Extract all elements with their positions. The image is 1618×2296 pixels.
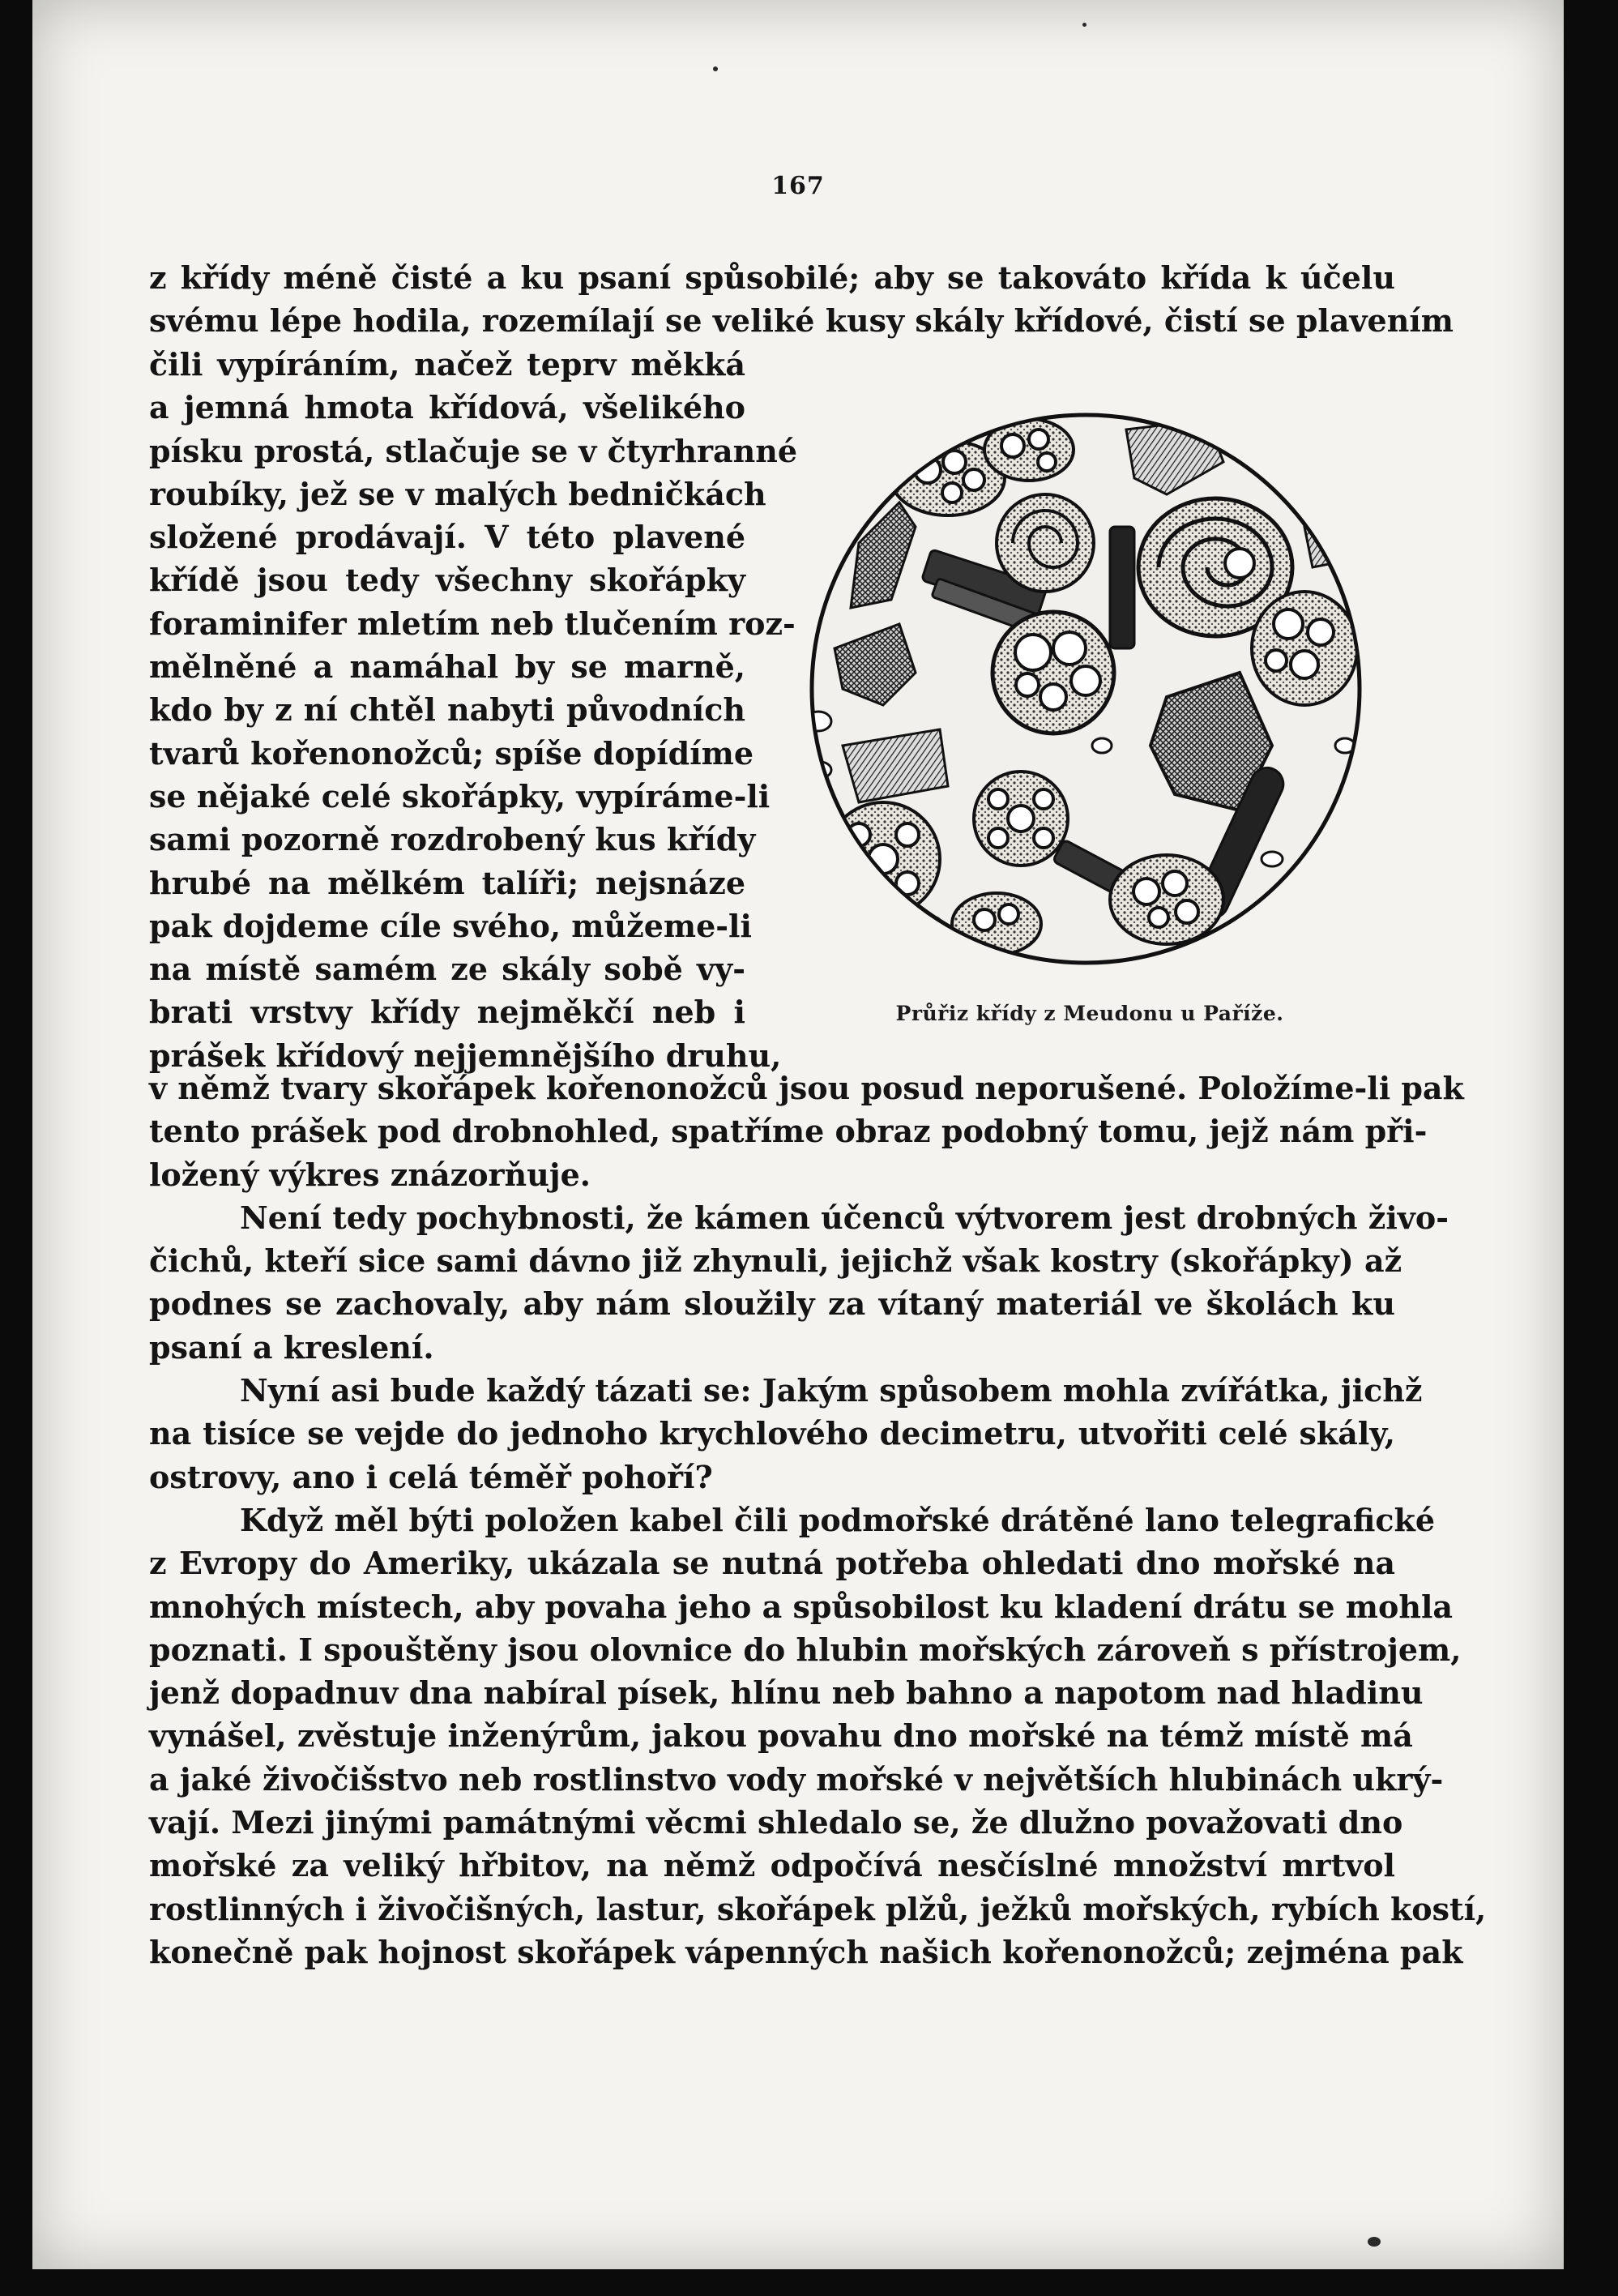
text-line: foraminifer mletím neb tlučením roz- (149, 605, 796, 642)
text-line: mořské za veliký hřbitov, na němž odpočívá nesčíslné množství mrtvol (149, 1847, 1395, 1884)
text-line: křídě jsou tedy všechny skořápky (149, 562, 745, 599)
page-number: 167 (771, 172, 825, 200)
text-line: roubíky, jež se v malých bedničkách (149, 475, 766, 512)
text-line: mělněné a namáhal by se marně, (149, 648, 745, 686)
text-line: čichů, kteří sice sami dávno již zhynuli, jejichž však kostry (skořápky) až (149, 1242, 1402, 1280)
text-beside-figure (149, 343, 798, 1077)
text-line: hrubé na mělkém talíři; nejsnáze (149, 864, 745, 901)
text-line: psaní a kreslení. (149, 1328, 434, 1366)
opening-text (149, 256, 1454, 343)
text-line: svému lépe hodila, rozemílají se veliké kusy skály křídové, čistí se plavením (149, 302, 1454, 340)
text-line: z křídy méně čisté a ku psaní spůsobilé; aby se takováto křída k účelu (149, 259, 1395, 296)
text-line: na místě samém ze skály sobě vy- (149, 951, 745, 988)
text-line: složené prodávají. V této plavené (149, 519, 745, 556)
text-line: brati vrstvy křídy nejměkčí neb i (149, 994, 745, 1031)
text-line: ostrovy, ano i celá téměř pohoří? (149, 1458, 713, 1495)
text-line: konečně pak hojnost skořápek vápenných našich kořenonožců; zejména pak (149, 1933, 1463, 1970)
text-line: písku prostá, stlačuje se v čtyrhranné (149, 432, 798, 469)
chalk-microscope-figure (786, 405, 1385, 973)
text-line: na tisíce se vejde do jednoho krychlového decimetru, utvořiti celé skály, (149, 1415, 1395, 1452)
text-line: rostlinných i živočišných, lastur, skořápek plžů, ježků mořských, rybích kostí, (149, 1890, 1487, 1927)
text-line: a jaké živočišstvo neb rostlinstvo vody mořské v největších hlubinách ukrý- (149, 1760, 1444, 1798)
text-line: jenž dopadnuv dna nabíral písek, hlínu neb bahno a napotom nad hladinu (149, 1674, 1424, 1712)
figure-caption: Průřiz křídy z Meudonu u Paříže. (895, 1002, 1284, 1025)
text-line: v němž tvary skořápek kořenonožců jsou posud neporušené. Položíme-li pak (149, 1070, 1464, 1106)
text-line: a jemná hmota křídová, všelikého (149, 389, 745, 426)
print-speck (1368, 2237, 1381, 2247)
text-line: pak dojdeme cíle svého, můžeme-li (149, 907, 752, 944)
text-line: Není tedy pochybnosti, že kámen účenců výtvorem jest drobných živo- (240, 1199, 1449, 1236)
text-line: Nyní asi bude každý tázati se: Jakým spůsobem mohla zvířátka, jichž (240, 1372, 1423, 1409)
book-page (32, 0, 1564, 2269)
text-line: se nějaké celé skořápky, vypíráme-li (149, 777, 771, 815)
text-line: Když měl býti položen kabel čili podmořské drátěné lano telegrafické (240, 1501, 1436, 1538)
print-speck (713, 66, 718, 71)
text-line: podnes se zachovaly, aby nám sloužily za vítaný materiál ve školách ku (149, 1285, 1395, 1323)
text-line: z Evropy do Ameriky, ukázala se nutná potřeba ohledati dno mořské na (149, 1545, 1395, 1582)
text-line: vynášel, zvěstuje inženýrům, jakou povahu dno mořské na témž místě má (149, 1717, 1413, 1755)
text-line: prášek křídový nejjemnějšího druhu, (149, 1037, 782, 1074)
text-line: mnohých místech, aby povaha jeho a spůsobilost ku kladení drátu se mohla (149, 1588, 1454, 1625)
text-line: kdo by z ní chtěl nabyti původních (149, 691, 745, 729)
text-line: poznati. I spouštěny jsou olovnice do hlubin mořských zároveň s přístrojem, (149, 1631, 1462, 1668)
main-text (149, 1067, 1487, 1973)
text-line: čili vypíráním, načež teprv měkká (149, 346, 745, 383)
text-line: vají. Mezi jinými památnými věcmi shledalo se, že dlužno považovati dno (149, 1804, 1403, 1841)
text-line: ložený výkres znázorňuje. (149, 1156, 591, 1193)
text-line: tvarů kořenonožců; spíše dopídíme (149, 734, 754, 772)
text-line: sami pozorně rozdrobený kus křídy (149, 821, 756, 858)
print-speck (1082, 23, 1086, 27)
text-line: tento prášek pod drobnohled, spatříme obraz podobný tomu, jejž nám při- (149, 1113, 1428, 1150)
